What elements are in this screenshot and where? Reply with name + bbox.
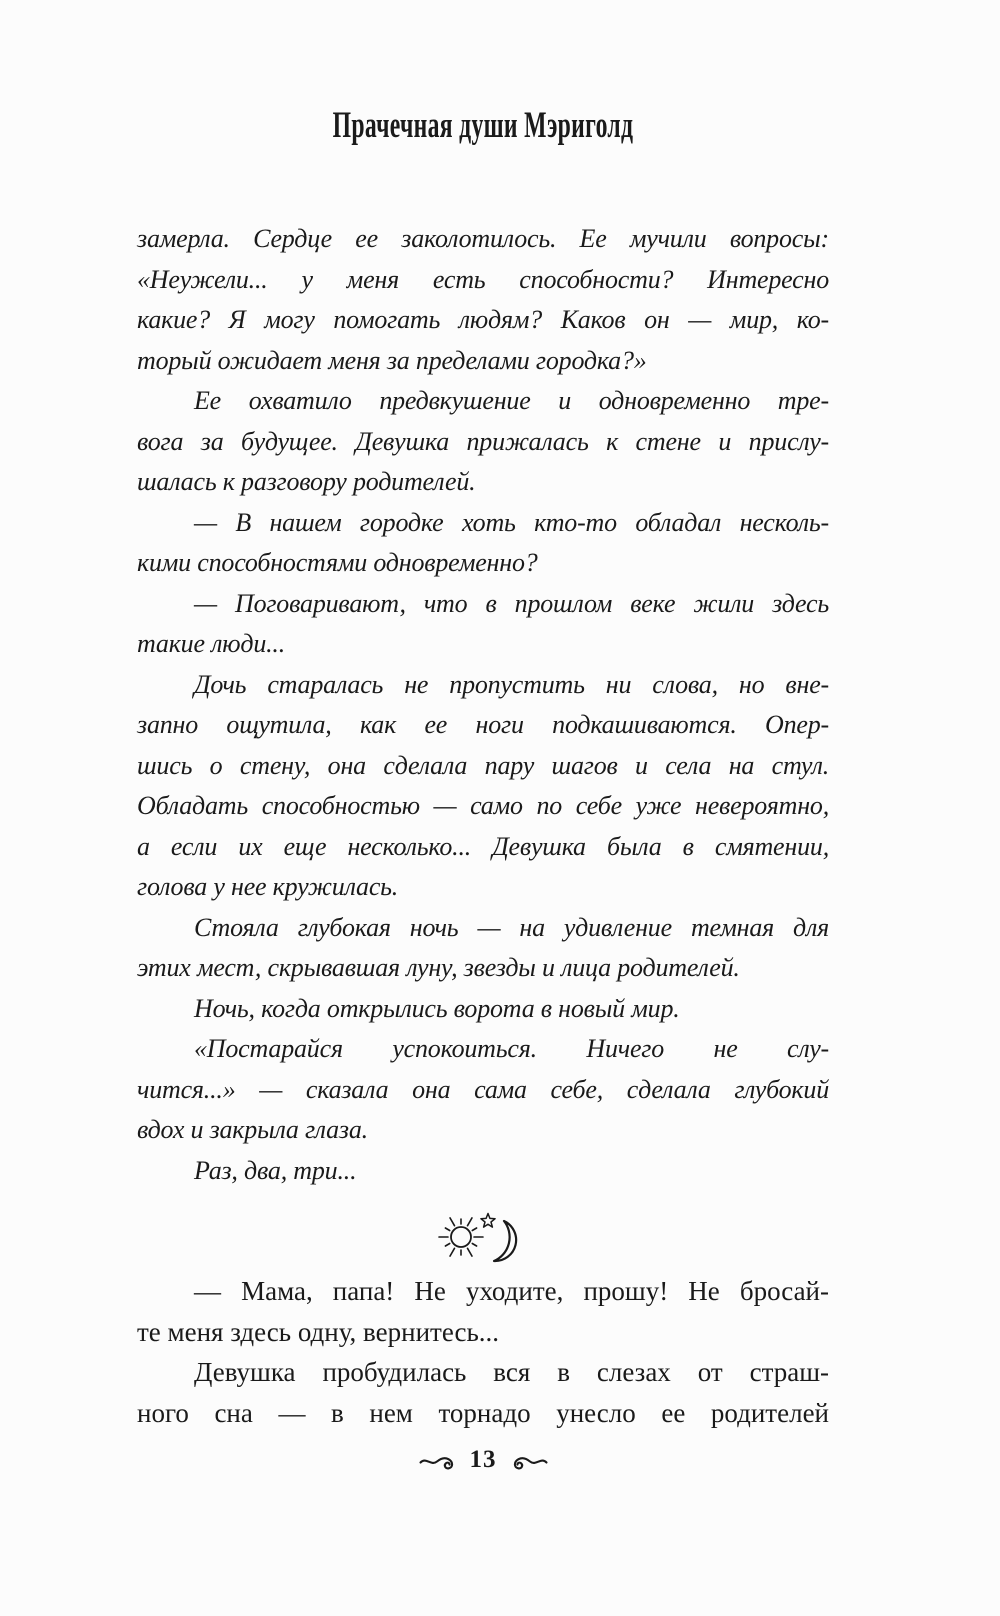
text-line: Ночь, когда открылись ворота в новый мир.	[194, 993, 680, 1023]
running-head-title: Прачечная души Мэриголд	[332, 105, 634, 146]
body-text-italic	[137, 219, 829, 1191]
text-line: вдох и закрыла глаза.	[137, 1115, 368, 1144]
text-line: — Мама, папа! Не уходите, прошу! Не бросай-	[194, 1276, 829, 1306]
text-line: те меня здесь одну, вернитесь...	[137, 1316, 500, 1347]
text-line: торый ожидает меня за пределами городка?»	[137, 345, 647, 375]
text-line: какие? Я могу помогать людям? Каков он — мир, ко-	[137, 305, 829, 334]
text-line: Дочь старалась не пропустить ни слова, но вне-	[194, 669, 829, 699]
page-footer	[137, 1447, 829, 1472]
crescent-moon-icon	[494, 1221, 516, 1261]
text-line: Девушка пробудилась вся в слезах от страш-	[194, 1357, 829, 1387]
text-line: запно ощутила, как ее ноги подкашиваются. Опер-	[137, 710, 829, 739]
star-icon	[481, 1214, 495, 1228]
text-line: шалась к разговору родителей.	[137, 467, 476, 496]
text-line: чится...» — сказала она сама себе, сделала глубокий	[137, 1074, 829, 1104]
text-line: замерла. Сердце ее заколотилось. Ее мучили вопросы:	[137, 224, 829, 253]
text-line: такие люди...	[137, 629, 286, 658]
text-line: — В нашем городке хоть кто-то обладал несколь-	[194, 507, 829, 537]
swirl-flourish-left-icon	[419, 1449, 463, 1471]
text-line: этих мест, скрывавшая луну, звезды и лица родителей.	[137, 953, 740, 982]
sun-moon-divider-illustration	[428, 1208, 538, 1272]
text-line: «Неужели... у меня есть способности? Интересно	[137, 264, 829, 294]
text-line: ного сна — в нем торнадо унесло ее родителей	[137, 1397, 829, 1428]
text-line: вога за будущее. Девушка прижалась к стене и прислу-	[137, 426, 829, 456]
text-line: Стояла глубокая ночь — на удивление темная для	[194, 912, 829, 942]
text-line: «Постарайся успокоиться. Ничего не слу-	[194, 1034, 829, 1063]
sun-icon	[439, 1218, 483, 1256]
text-line: Ее охватило предвкушение и одновременно тре-	[194, 386, 829, 415]
text-line: — Поговаривают, что в прошлом веке жили здесь	[194, 588, 829, 618]
text-line: шись о стену, она сделала пару шагов и села на стул.	[137, 750, 829, 780]
text-line: голова у нее кружилась.	[137, 872, 399, 901]
swirl-flourish-right-icon	[504, 1449, 548, 1471]
text-line: кими способностями одновременно?	[137, 548, 538, 577]
text-line: а если их еще несколько... Девушка была в смятении,	[137, 831, 829, 861]
page-number: 13	[469, 1446, 497, 1473]
body-text-upright	[137, 1271, 829, 1433]
text-line: Раз, два, три...	[194, 1155, 357, 1185]
section-divider	[137, 1208, 829, 1277]
text-line: Обладать способностью — само по себе уже невероятно,	[137, 791, 829, 820]
